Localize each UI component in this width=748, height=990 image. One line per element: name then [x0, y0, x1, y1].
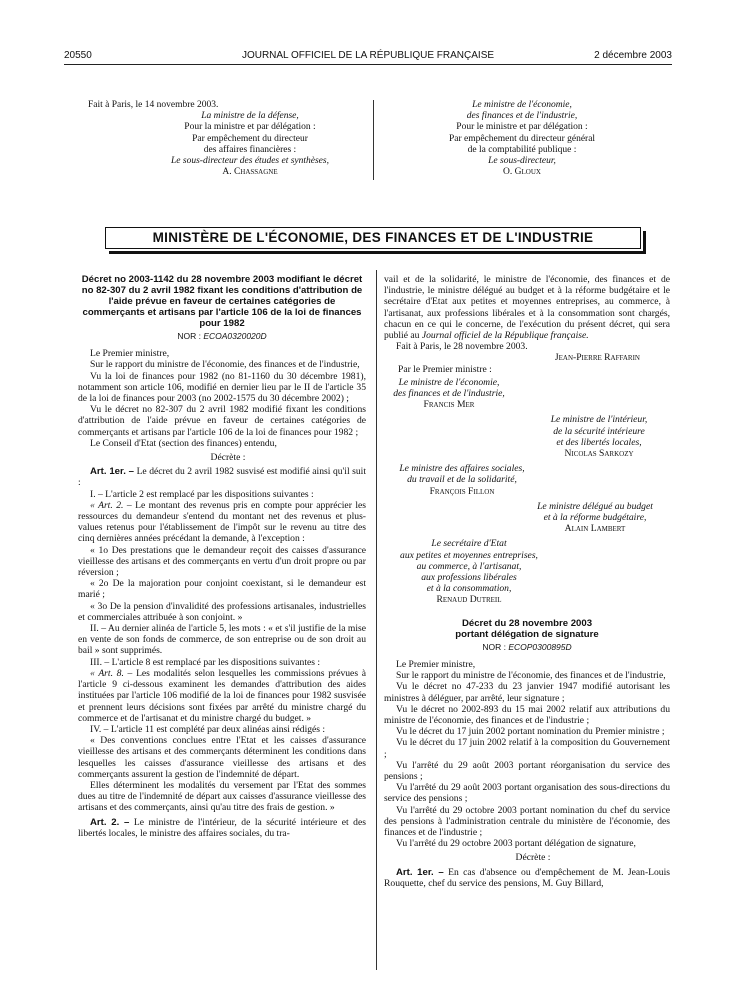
minister-title: des finances et de l'industrie, — [393, 388, 505, 400]
decrete-heading: Décrète : — [210, 452, 246, 464]
article-text: Le ministre de l'intérieur, de la sécurité intérieure et des libertés locales, le ministre des affaires sociales, du tra- — [78, 816, 366, 839]
quoted-article-label: « Art. 2. – — [90, 499, 132, 511]
signatory-name: Alain Lambert — [564, 523, 626, 535]
nor-code: ECOA0320020D — [203, 331, 267, 341]
previous-signature-right — [384, 100, 660, 178]
paragraph: Vu l'arrêté du 29 août 2003 portant organisation des sous-directions du service des pensions ; — [384, 782, 670, 805]
paragraph: Le Premier ministre, — [90, 348, 170, 360]
article-1 — [384, 867, 670, 889]
decrete-heading: Décrète : — [515, 852, 551, 864]
paragraph — [78, 668, 366, 724]
signatory-line: Par le Premier ministre : — [398, 363, 492, 375]
delegation-line: Pour la ministre et par délégation : — [184, 122, 316, 133]
signatory-name: Nicolas Sarkozy — [564, 448, 634, 460]
article-label: Art. 1er. – — [90, 466, 135, 478]
paragraph-text: Les modalités selon lesquelles les commissions prévues à l'article 9 ci-dessous examinent les demandes d'attribution des aides instituées par l'article 106 modifié de la loi de finances pour 1982 susvisée et prennent leurs décisions sont fixées par arrêté du ministre chargé du commerce et de l'artisanat et du ministre chargé du budget. » — [78, 667, 367, 724]
decree-title: Décret no 2003-1142 du 28 novembre 2003 modifiant le décret no 82-307 du 2 avril 1982 fixant les conditions d'attribution de l'aide prévue en faveur de certaines catégories de commerçants et artisans par l'article 106 de la loi de finances pour 1982 — [81, 274, 363, 329]
delegation-line: Pour le ministre et par délégation : — [456, 122, 588, 133]
paragraph: IV. – L'article 11 est complété par deux alinéas ainsi rédigés : — [90, 723, 326, 735]
minister-title: et à la consommation, — [426, 583, 512, 595]
paragraph: II. – Au dernier alinéa de l'article 5, les mots : « et s'il justifie de la mise en vente de son fonds de commerce, de son entreprise ou de son droit au bail » sont supprimés. — [78, 623, 366, 657]
paragraph — [384, 274, 670, 341]
signatory-name: O. Gloux — [503, 167, 541, 178]
signing-place-date: Fait à Paris, le 14 novembre 2003. — [88, 100, 219, 110]
paragraph: Vu le décret du 17 juin 2002 portant nomination du Premier ministre ; — [396, 726, 665, 738]
previous-signature-left — [88, 100, 362, 178]
article-text: Le décret du 2 avril 1982 susvisé est modifié ainsi qu'il suit : — [78, 466, 367, 489]
nor-reference — [78, 331, 366, 342]
paragraph: Vu le décret no 47-233 du 23 janvier 1947 modifié autorisant les ministres à déléguer, par arrêté, leur signature ; — [384, 681, 670, 704]
decree-title: Décret du 28 novembre 2003 — [461, 617, 593, 629]
signature-divider — [373, 100, 374, 180]
issue-date: 2 décembre 2003 — [594, 50, 672, 61]
delegation-line: Par empêchement du directeur général — [448, 133, 596, 144]
signatory-role: Le sous-directeur, — [488, 156, 556, 167]
decree-title: portant délégation de signature — [455, 628, 599, 640]
minister-title: Le ministre des affaires sociales, — [399, 463, 525, 475]
article-2 — [78, 817, 366, 839]
minister-title: Le ministre de l'économie, — [398, 376, 500, 388]
paragraph: « Des conventions conclues entre l'Etat et les caisses d'assurance vieillesse des artisans et des commerçants déterminent les conditions dans lesquelles les caisses d'assurance vieillesse des artisans et des commerçants assurent la gestion de l'indemnité de départ. — [78, 735, 366, 780]
paragraph-text: Le montant des revenus pris en compte pour apprécier les ressources du demandeur s'entend du montant net des revenus et plus-values retenus pour l'établissement de l'impôt sur le revenu au titre des cinq dernières années précédant la demande, à l'exception : — [78, 499, 366, 545]
paragraph: Vu le décret no 82-307 du 2 avril 1982 modifié fixant les conditions d'attribution de l'aide prévue en faveur de certaines catégories de commerçants et artisans par l'article 106 de la loi de finances pour 1982 ; — [78, 404, 366, 438]
nor-label: NOR : — [177, 331, 201, 341]
delegation-line: des affaires financières : — [203, 144, 297, 155]
paragraph: Vu l'arrêté du 29 août 2003 portant réorganisation du service des pensions ; — [384, 759, 670, 782]
minister-title: La ministre de la défense, — [201, 111, 299, 122]
paragraph: « 1o Des prestations que le demandeur reçoit des caisses d'assurance vieillesse des artisans et des commerçants en vertu d'un droit propre ou par réversion ; — [78, 544, 366, 579]
delegation-line: Par empêchement du directeur — [192, 133, 308, 144]
signatory-name: A. Chassagne — [222, 167, 278, 178]
quoted-article-label: « Art. 8. – — [90, 667, 133, 679]
signatory-name: Renaud Dutreil — [436, 594, 502, 606]
paragraph: Le Conseil d'Etat (section des finances) entendu, — [90, 437, 277, 449]
minister-title: au commerce, à l'artisanat, — [416, 560, 522, 572]
right-column — [384, 274, 670, 889]
header-rule — [64, 64, 672, 65]
minister-title: Le ministre délégué au budget — [537, 500, 653, 512]
delegation-line: de la comptabilité publique : — [467, 144, 577, 155]
paragraph: Le Premier ministre, — [396, 658, 476, 670]
paragraph: Vu l'arrêté du 29 octobre 2003 portant nomination du chef du service des pensions à l'administration centrale du ministère de l'économie, des finances et de l'industrie ; — [384, 804, 670, 838]
minister-title: et à la réforme budgétaire, — [543, 512, 647, 524]
minister-title: du travail et de la solidarité, — [407, 474, 517, 486]
paragraph — [78, 500, 366, 545]
ministry-banner: MINISTÈRE DE L'ÉCONOMIE, DES FINANCES ET DE L'INDUSTRIE — [105, 227, 641, 249]
paragraph: Elles déterminent les modalités du versement par l'Etat des sommes dues au titre de l'indemnité de départ aux caisses d'assurance vieillesse des artisans et des commerçants, ainsi qu'au titre des frais de gestion. » — [78, 779, 366, 814]
signatory-role: Le sous-directeur des études et synthèses, — [171, 156, 329, 167]
nor-label: NOR : — [482, 641, 506, 652]
article-label: Art. 2. – — [90, 816, 130, 828]
signature-block — [384, 463, 540, 497]
signing-place-date: Fait à Paris, le 28 novembre 2003. — [396, 341, 528, 353]
signatory-name: François Fillon — [429, 485, 495, 497]
signature-block — [384, 377, 514, 411]
signatory-name: Francis Mer — [423, 399, 475, 411]
minister-title: des finances et de l'industrie, — [466, 111, 578, 122]
column-divider — [376, 270, 377, 970]
signature-block — [520, 501, 670, 535]
minister-title: aux petites et moyennes entreprises, — [400, 549, 538, 561]
page-number: 20550 — [64, 50, 92, 61]
paragraph: Vu le décret du 17 juin 2002 relatif à la composition du Gouvernement ; — [384, 737, 670, 760]
journal-reference: Journal officiel de la République française. — [421, 330, 589, 342]
left-column — [78, 274, 366, 839]
paragraph: « 2o De la majoration pour conjoint coexistant, si le demandeur est marié ; — [78, 578, 366, 601]
article-text: En cas d'absence ou d'empêchement de M. Jean-Louis Rouquette, chef du service des pensions, M. Guy Billard, — [384, 866, 671, 889]
minister-title: Le ministre de l'intérieur, — [550, 414, 648, 426]
minister-title: aux professions libérales — [421, 572, 517, 584]
nor-code: ECOP0300895D — [508, 641, 572, 652]
signature-block — [384, 538, 554, 605]
article-label: Art. 1er. – — [396, 866, 444, 878]
nor-reference — [384, 642, 670, 653]
paragraph: I. – L'article 2 est remplacé par les dispositions suivantes : — [90, 488, 314, 500]
journal-title: JOURNAL OFFICIEL DE LA RÉPUBLIQUE FRANÇAISE — [241, 50, 495, 61]
signatory-name: Jean-Pierre Raffarin — [554, 352, 640, 364]
paragraph: « 3o De la pension d'invalidité des professions artisanales, industrielles et commerciales attribuée à son conjoint. » — [78, 600, 366, 623]
minister-title: Le secrétaire d'Etat — [431, 538, 507, 550]
paragraph: Vu la loi de finances pour 1982 (no 81-1160 du 30 décembre 1981), notamment son article 106, modifié en dernier lieu par le II de l'article 35 de la loi de finances pour 2003 (no 2002-1575 du 30 décembre 2002) ; — [78, 370, 366, 405]
minister-title: de la sécurité intérieure — [553, 425, 645, 437]
minister-title: Le ministre de l'économie, — [472, 100, 572, 110]
article-1 — [78, 466, 366, 488]
paragraph: Vu le décret no 2002-893 du 15 mai 2002 relatif aux attributions du ministre de l'économie, des finances et de l'industrie ; — [384, 703, 670, 726]
paragraph: Vu l'arrêté du 29 octobre 2003 portant délégation de signature, — [396, 838, 636, 850]
minister-title: et des libertés locales, — [556, 436, 642, 448]
paragraph: III. – L'article 8 est remplacé par les dispositions suivantes : — [90, 656, 321, 668]
paragraph: Sur le rapport du ministre de l'économie, des finances et de l'industrie, — [90, 359, 360, 371]
paragraph-text: vail et de la solidarité, le ministre de l'économie, des finances et de l'industrie, le ministre délégué au budget et à la réforme budgétaire et le secrétaire d'Etat aux petites et moyennes entreprises, au commerce, à l'artisanat, aux professions libérales et à la consommation sont chargés, chacun en ce qui le concerne, de l'exécution du présent décret, qui sera publié au — [384, 274, 670, 342]
paragraph: Sur le rapport du ministre de l'économie, des finances et de l'industrie, — [396, 670, 666, 682]
signature-block — [534, 414, 664, 459]
